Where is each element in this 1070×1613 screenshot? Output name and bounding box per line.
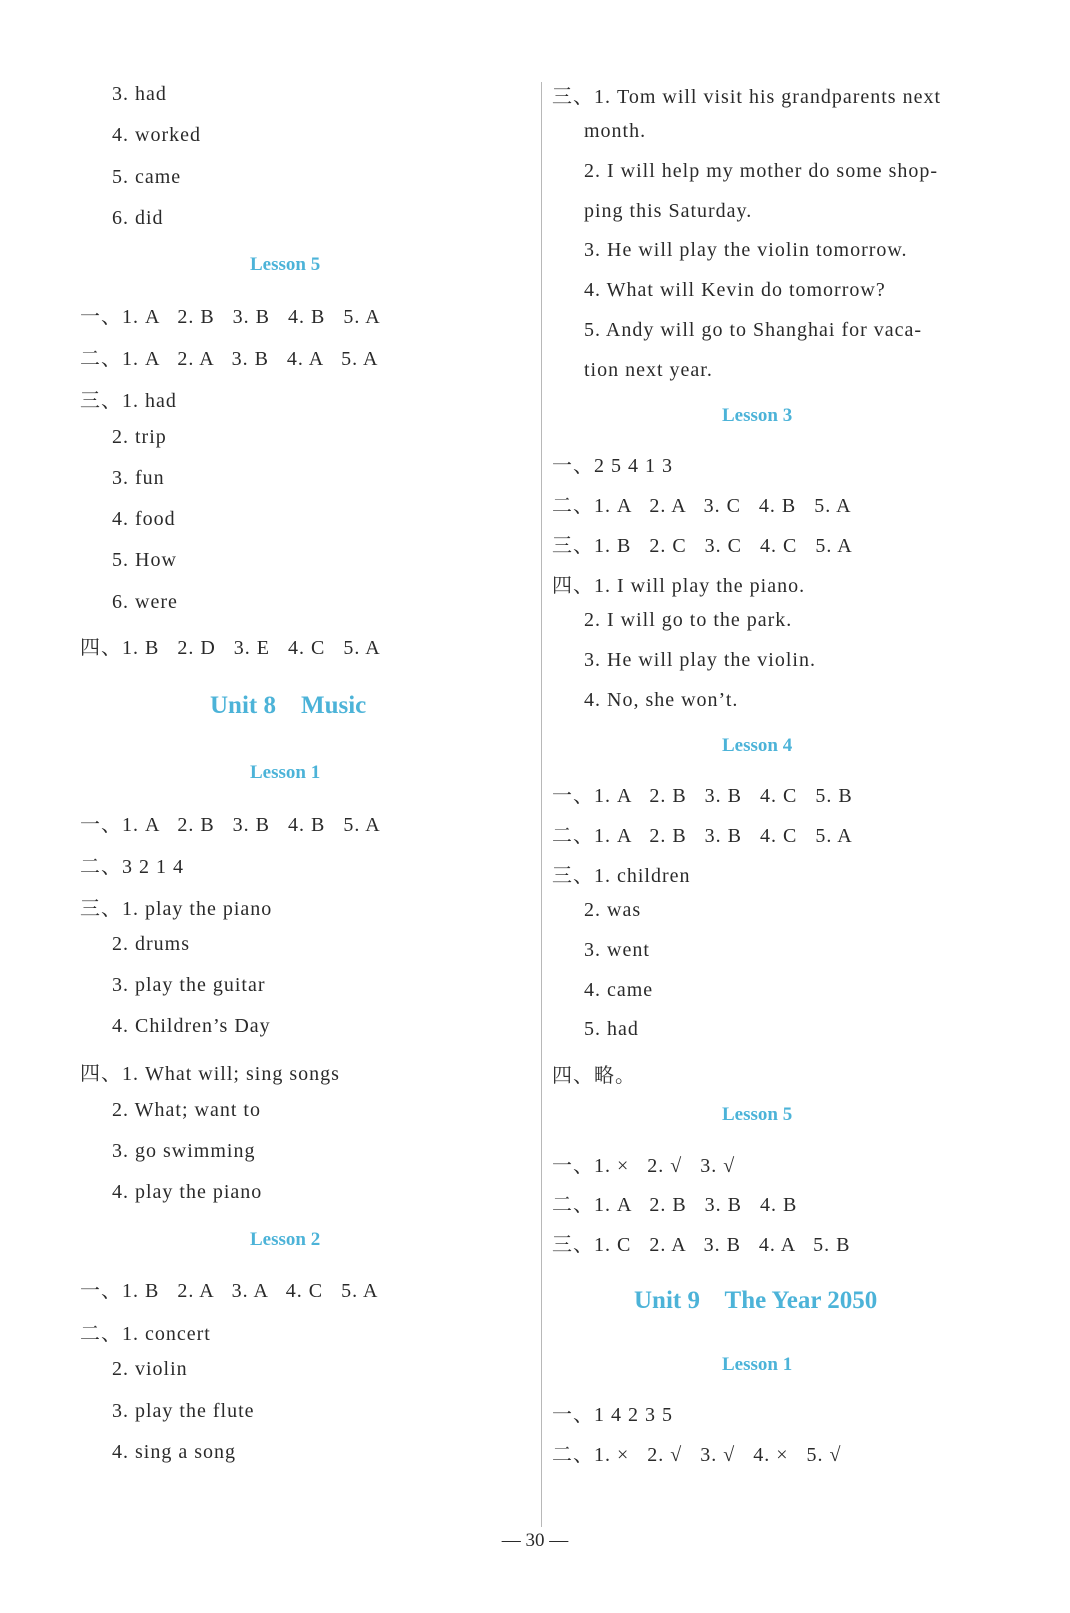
answer-section-line: 三、1. Tom will visit his grandparents next: [552, 86, 942, 108]
answer-line: 2. I will help my mother do some shop-: [584, 160, 939, 182]
answer-line: 6. did: [112, 207, 164, 229]
answer-section-line: 二、1. A 2. A 3. B 4. A 5. A: [80, 348, 379, 370]
lesson-heading: Lesson 1: [722, 1354, 793, 1375]
answer-section-line: 一、1. A 2. B 3. B 4. B 5. A: [80, 306, 381, 328]
answer-line: 3. He will play the violin.: [584, 649, 816, 671]
answer-line: 4. play the piano: [112, 1181, 263, 1203]
answer-section-line: 三、1. had: [80, 390, 177, 412]
answer-line: month.: [584, 120, 647, 142]
answer-line: 3. play the guitar: [112, 974, 266, 996]
answer-line: 3. had: [112, 83, 167, 105]
answer-line: 4. Children’s Day: [112, 1015, 271, 1037]
answer-section-line: 一、1. A 2. B 3. B 4. B 5. A: [80, 814, 381, 836]
answer-section-line: 四、1. I will play the piano.: [552, 575, 806, 597]
answer-section-line: 一、1. A 2. B 3. B 4. C 5. B: [552, 785, 853, 807]
answer-section-line: 四、略。: [552, 1065, 636, 1087]
answer-section-line: 二、3 2 1 4: [80, 856, 184, 878]
lesson-heading: Lesson 5: [250, 254, 321, 275]
answer-section-line: 二、1. × 2. √ 3. √ 4. × 5. √: [552, 1444, 842, 1466]
answer-line: 5. had: [584, 1018, 639, 1040]
answer-section-line: 四、1. B 2. D 3. E 4. C 5. A: [80, 637, 381, 659]
lesson-heading: Lesson 5: [722, 1104, 793, 1125]
answer-line: 4. What will Kevin do tomorrow?: [584, 279, 886, 301]
lesson-heading: Lesson 1: [250, 762, 321, 783]
lesson-heading: Lesson 4: [722, 735, 793, 756]
answer-section-line: 三、1. children: [552, 865, 691, 887]
answer-line: 3. go swimming: [112, 1140, 256, 1162]
lesson-heading: Lesson 2: [250, 1229, 321, 1250]
answer-line: 6. were: [112, 591, 178, 613]
answer-line: 2. violin: [112, 1358, 188, 1380]
answer-section-line: 四、1. What will; sing songs: [80, 1063, 340, 1085]
answer-section-line: 二、1. A 2. A 3. C 4. B 5. A: [552, 495, 852, 517]
answer-line: 2. trip: [112, 426, 167, 448]
answer-line: 4. sing a song: [112, 1441, 236, 1463]
answer-section-line: 一、2 5 4 1 3: [552, 455, 673, 477]
answer-section-line: 三、1. play the piano: [80, 898, 273, 920]
answer-section-line: 一、1. × 2. √ 3. √: [552, 1155, 736, 1177]
answer-section-line: 三、1. B 2. C 3. C 4. C 5. A: [552, 535, 853, 557]
answer-section-line: 二、1. A 2. B 3. B 4. B: [552, 1194, 798, 1216]
answer-line: 3. fun: [112, 467, 165, 489]
answer-line: 2. drums: [112, 933, 190, 955]
answer-section-line: 一、1. B 2. A 3. A 4. C 5. A: [80, 1280, 379, 1302]
answer-line: tion next year.: [584, 359, 713, 381]
answer-line: ping this Saturday.: [584, 200, 753, 222]
answer-line: 5. came: [112, 166, 182, 188]
answer-line: 3. He will play the violin tomorrow.: [584, 239, 908, 261]
answer-line: 2. What; want to: [112, 1099, 261, 1121]
column-divider: [541, 82, 542, 1527]
answer-section-line: 三、1. C 2. A 3. B 4. A 5. B: [552, 1234, 851, 1256]
answer-line: 2. I will go to the park.: [584, 609, 793, 631]
answer-line: 4. food: [112, 508, 176, 530]
answer-line: 2. was: [584, 899, 642, 921]
answer-line: 5. How: [112, 549, 177, 571]
unit-heading: Unit 8 Music: [210, 692, 367, 719]
answer-section-line: 二、1. concert: [80, 1323, 211, 1345]
answer-section-line: 一、1 4 2 3 5: [552, 1404, 673, 1426]
answer-line: 4. came: [584, 979, 654, 1001]
unit-heading: Unit 9 The Year 2050: [634, 1287, 878, 1314]
answer-line: 4. worked: [112, 124, 201, 146]
answer-line: 4. No, she won’t.: [584, 689, 739, 711]
answer-line: 3. play the flute: [112, 1400, 255, 1422]
answer-line: 5. Andy will go to Shanghai for vaca-: [584, 319, 923, 341]
answer-section-line: 二、1. A 2. B 3. B 4. C 5. A: [552, 825, 853, 847]
answer-line: 3. went: [584, 939, 650, 961]
page-number: — 30 —: [501, 1530, 569, 1551]
lesson-heading: Lesson 3: [722, 405, 793, 426]
